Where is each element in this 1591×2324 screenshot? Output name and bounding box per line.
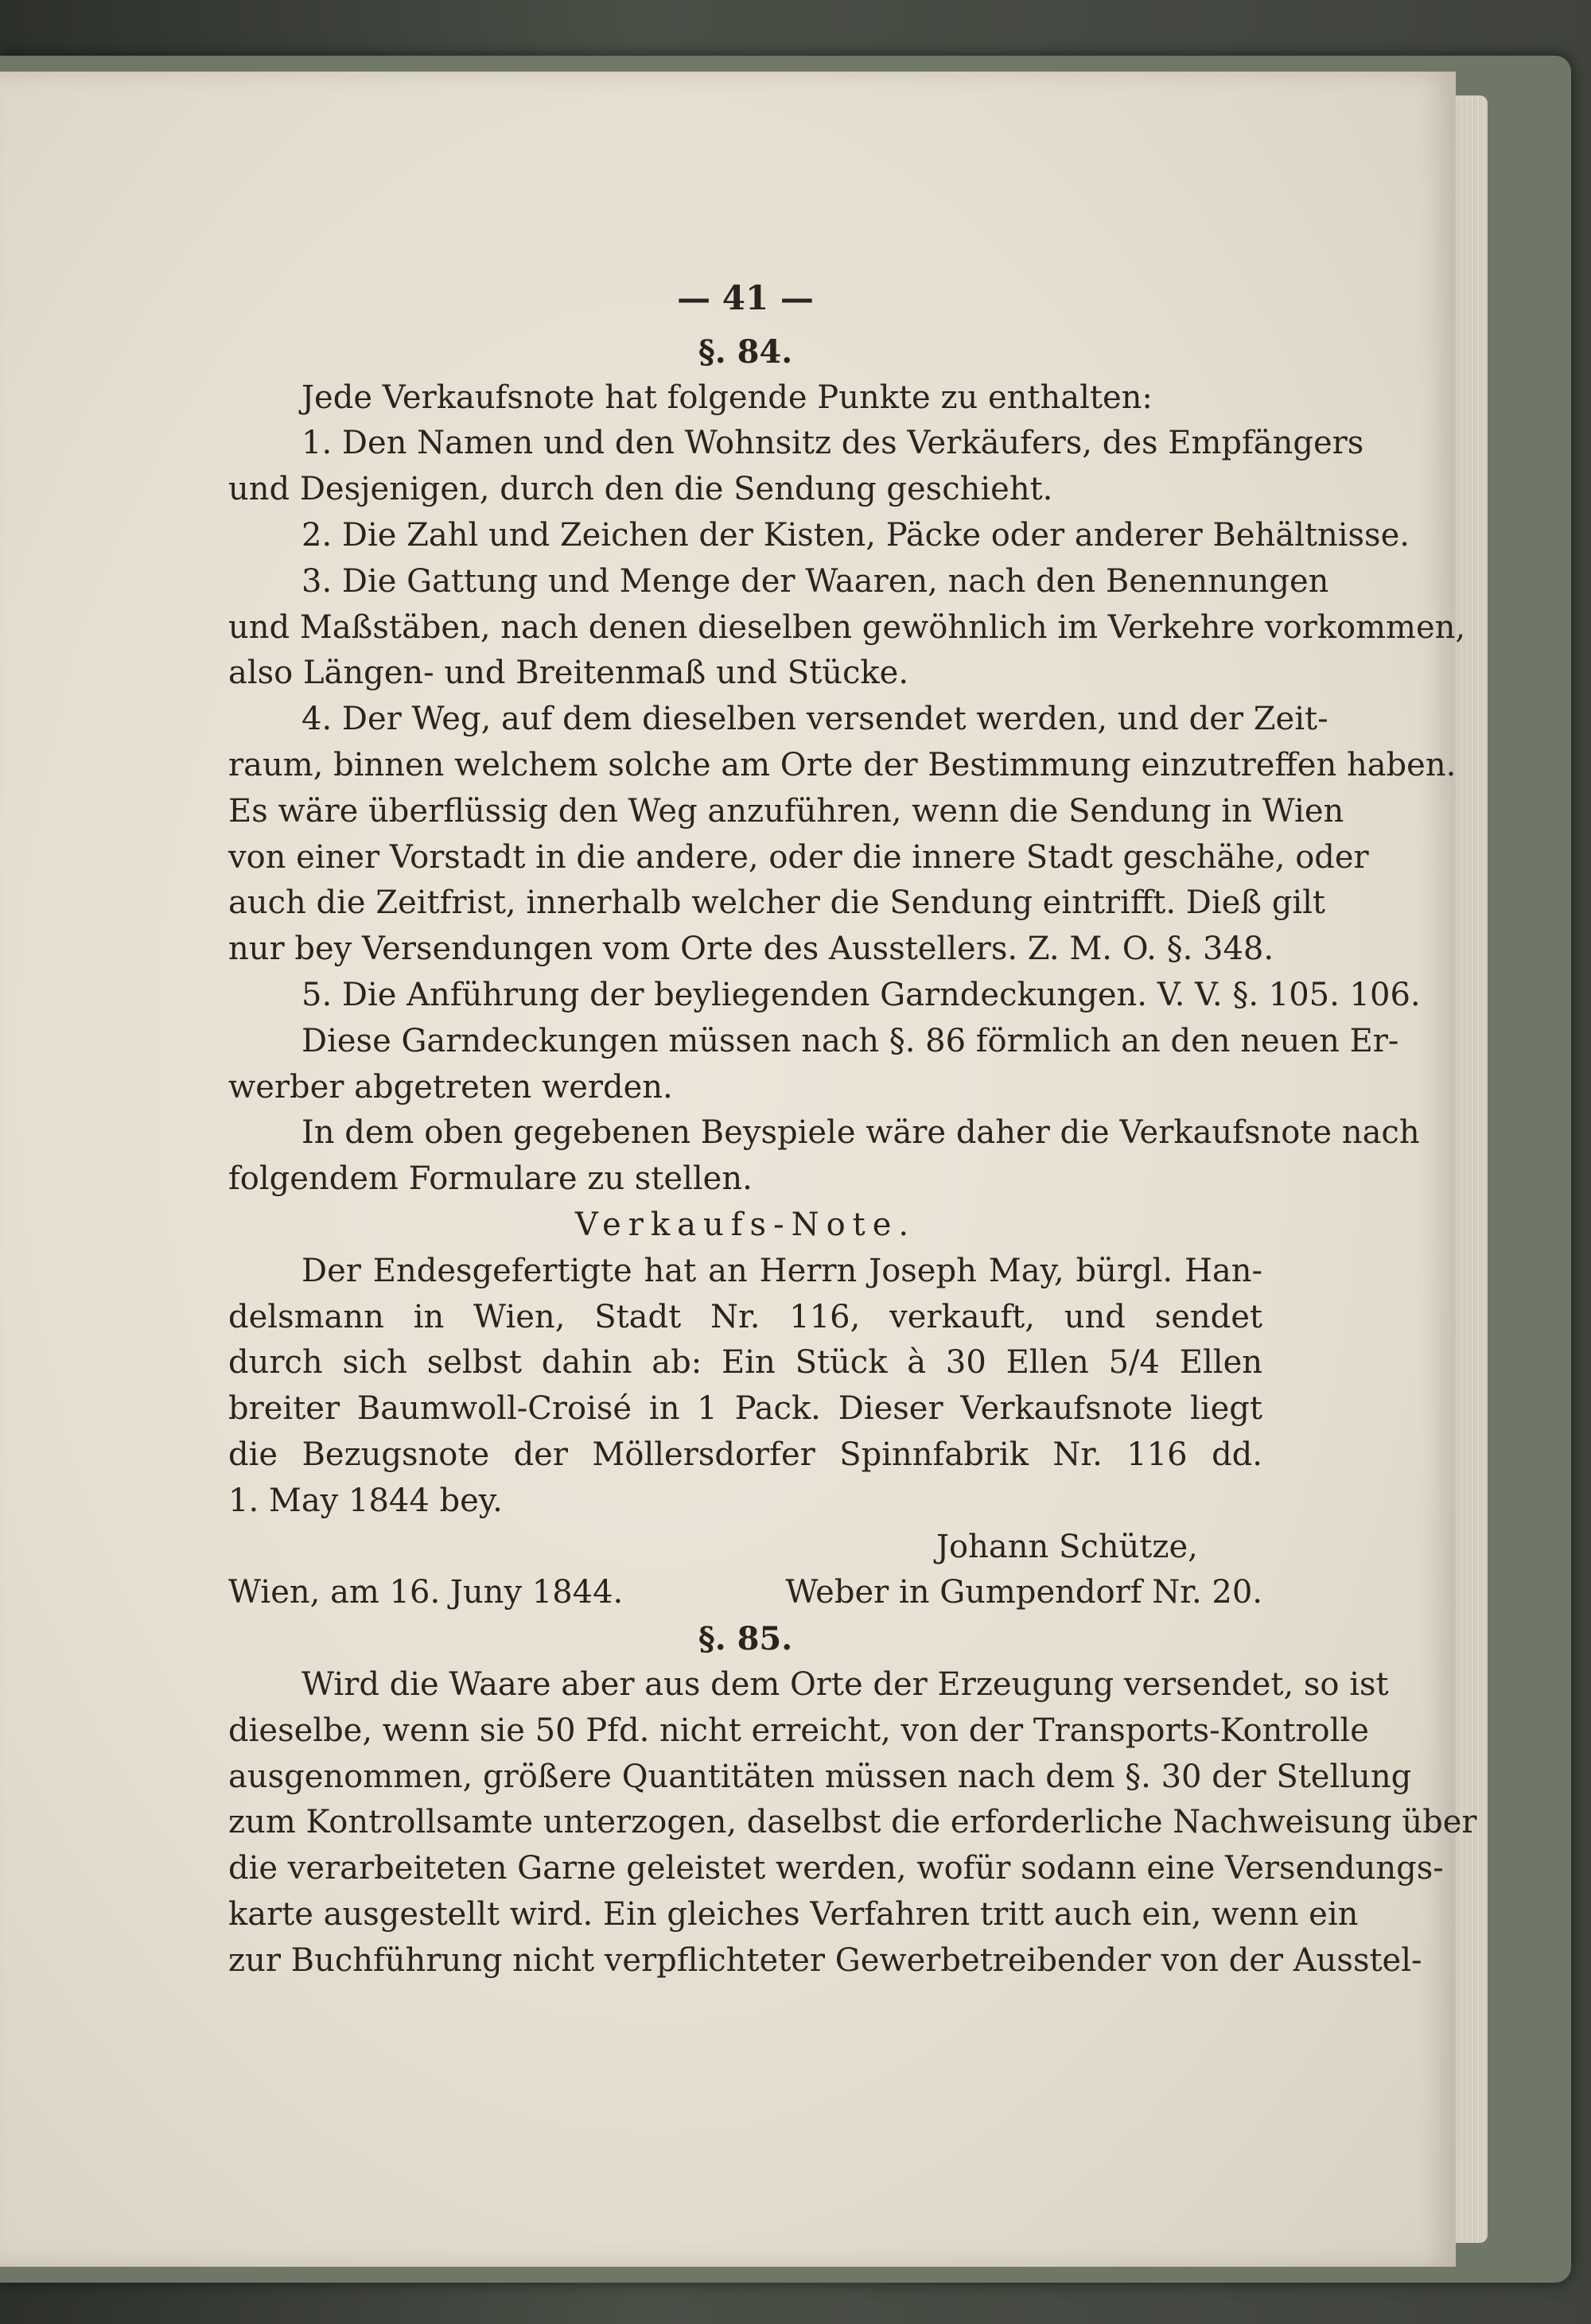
text-line: auch die Zeitfrist, innerhalb welcher die Sendung eintrifft. Dieß gilt bbox=[228, 884, 1326, 922]
text-line: und Maßstäben, nach denen dieselben gewöhnlich im Verkehre vorkommen, bbox=[228, 608, 1466, 646]
book-page bbox=[0, 72, 1477, 2267]
text-line: raum, binnen welchem solche am Orte der Bestimmung einzutreffen haben. bbox=[228, 746, 1457, 783]
signature-place: Weber in Gumpendorf Nr. 20. bbox=[785, 1574, 1262, 1611]
page-number: — 41 — bbox=[677, 278, 814, 317]
text-line: dieselbe, wenn sie 50 Pfd. nicht erreicht, von der Transports-Kontrolle bbox=[228, 1712, 1369, 1749]
text-line: Es wäre überflüssig den Weg anzuführen, wenn die Sendung in Wien bbox=[228, 792, 1344, 830]
text-line: und Desjenigen, durch den die Sendung geschieht. bbox=[228, 471, 1053, 508]
text-line: zum Kontrollsamte unterzogen, daselbst die erforderliche Nachweisung über bbox=[228, 1804, 1477, 1841]
text-line: nur bey Versendungen vom Orte des Ausstellers. Z. M. O. §. 348. bbox=[228, 931, 1274, 968]
text-line: In dem oben gegebenen Beyspiele wäre daher die Verkaufsnote nach bbox=[301, 1114, 1420, 1152]
text-line: Diese Garndeckungen müssen nach §. 86 förmlich an den neuen Er- bbox=[301, 1022, 1399, 1059]
text-line: Wird die Waare aber aus dem Orte der Erzeugung versendet, so ist bbox=[301, 1665, 1389, 1703]
text-line: karte ausgestellt wird. Ein gleiches Verfahren tritt auch ein, wenn ein bbox=[228, 1895, 1359, 1933]
form-line: durch sich selbst dahin ab: Ein Stück à 30 Ellen 5/4 Ellen bbox=[228, 1344, 1262, 1382]
section-heading-85: §. 85. bbox=[698, 1620, 793, 1658]
text-line: 4. Der Weg, auf dem dieselben versendet werden, und der Zeit- bbox=[301, 701, 1328, 738]
text-line: werber abgetreten werden. bbox=[228, 1068, 673, 1106]
page-text bbox=[228, 275, 1477, 1984]
form-line: delsmann in Wien, Stadt Nr. 116, verkauft, und sendet bbox=[228, 1298, 1262, 1335]
form-line: die Bezugsnote der Möllersdorfer Spinnfabrik Nr. 116 dd. bbox=[228, 1436, 1262, 1473]
text-line: ausgenommen, größere Quantitäten müssen nach dem §. 30 der Stellung bbox=[228, 1758, 1412, 1795]
form-line: breiter Baumwoll-Croisé in 1 Pack. Dieser Verkaufsnote liegt bbox=[228, 1390, 1262, 1428]
form-line: Der Endesgefertigte hat an Herrn Joseph May, bürgl. Han- bbox=[301, 1252, 1262, 1289]
text-line: folgendem Formulare zu stellen. bbox=[228, 1160, 753, 1198]
text-line: also Längen- und Breitenmaß und Stücke. bbox=[228, 655, 909, 692]
date-signature-row bbox=[228, 1570, 1262, 1616]
text-line: 2. Die Zahl und Zeichen der Kisten, Päcke oder anderer Behältnisse. bbox=[301, 516, 1410, 554]
text-line: Jede Verkaufsnote hat folgende Punkte zu enthalten: bbox=[301, 379, 1153, 416]
text-line: 5. Die Anführung der beyliegenden Garndeckungen. V. V. §. 105. 106. bbox=[301, 976, 1421, 1013]
text-line: von einer Vorstadt in die andere, oder die innere Stadt geschähe, oder bbox=[228, 838, 1369, 876]
place-date: Wien, am 16. Juny 1844. bbox=[228, 1574, 624, 1611]
section-heading-84: §. 84. bbox=[698, 332, 793, 371]
form-title: Verkaufs-Note. bbox=[574, 1206, 916, 1243]
form-line: 1. May 1844 bey. bbox=[228, 1482, 503, 1519]
text-line: 1. Den Namen und den Wohnsitz des Verkäufers, des Empfängers bbox=[301, 425, 1364, 462]
text-line: zur Buchführung nicht verpflichteter Gewerbetreibender von der Ausstel- bbox=[228, 1941, 1422, 1979]
text-line: die verarbeiteten Garne geleistet werden, wofür sodann eine Versendungs- bbox=[228, 1850, 1444, 1887]
signature-name: Johann Schütze, bbox=[936, 1528, 1198, 1565]
text-line: 3. Die Gattung und Menge der Waaren, nach den Benennungen bbox=[301, 562, 1329, 600]
